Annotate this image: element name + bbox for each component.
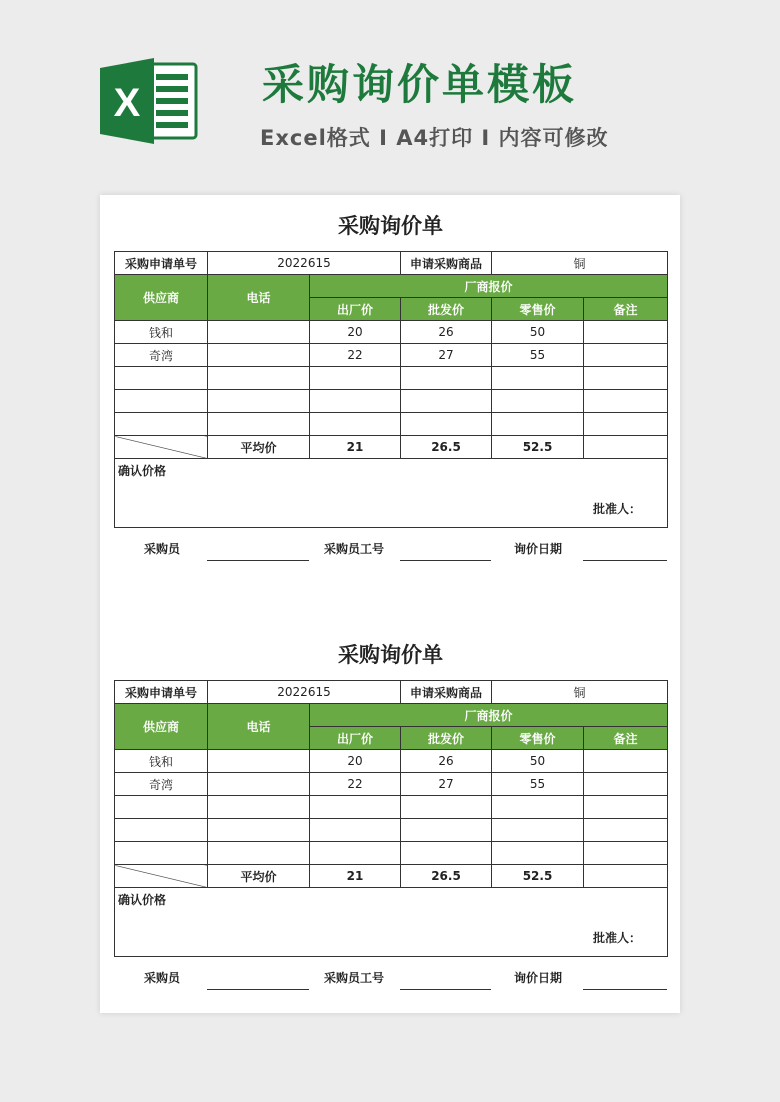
confirm-price-label: 确认价格	[118, 893, 167, 907]
phone-cell[interactable]	[208, 413, 310, 436]
wholesale-price-cell[interactable]	[401, 819, 492, 842]
note-cell[interactable]	[584, 321, 668, 344]
factory-price-cell[interactable]	[310, 796, 401, 819]
avg-note-cell	[584, 436, 668, 459]
average-label: 平均价	[208, 865, 310, 888]
col-phone-header: 电话	[208, 704, 310, 750]
inquiry-table	[114, 251, 668, 528]
wholesale-price-cell[interactable]: 26	[401, 321, 492, 344]
wholesale-price-cell[interactable]: 27	[401, 773, 492, 796]
svg-text:X: X	[113, 81, 141, 125]
factory-price-cell[interactable]	[310, 367, 401, 390]
confirm-row	[115, 888, 668, 957]
table-row	[115, 819, 668, 842]
factory-price-cell[interactable]: 20	[310, 321, 401, 344]
requisition-row	[115, 681, 668, 704]
buyer-signature-line[interactable]	[207, 989, 309, 990]
phone-cell[interactable]	[208, 367, 310, 390]
signature-row	[114, 957, 667, 991]
wholesale-price-cell[interactable]: 26	[401, 750, 492, 773]
table-row	[115, 344, 668, 367]
col-wholesale-header: 批发价	[401, 298, 492, 321]
product-value[interactable]: 铜	[492, 252, 668, 275]
supplier-cell[interactable]: 钱和	[115, 750, 208, 773]
requisition-label: 采购申请单号	[115, 681, 208, 704]
form-title: 采购询价单	[338, 643, 443, 667]
buyer-id-line[interactable]	[400, 560, 491, 561]
col-supplier-header: 供应商	[115, 275, 208, 321]
buyer-label: 采购员	[144, 971, 181, 985]
col-quote-group-header: 厂商报价	[310, 704, 668, 727]
note-cell[interactable]	[584, 819, 668, 842]
approver-label: 批准人：	[593, 502, 642, 516]
inquiry-date-line[interactable]	[583, 989, 667, 990]
factory-price-cell[interactable]: 20	[310, 750, 401, 773]
wholesale-price-cell[interactable]	[401, 796, 492, 819]
buyer-signature-line[interactable]	[207, 560, 309, 561]
inquiry-date-label: 询价日期	[514, 971, 563, 985]
confirm-price-cell[interactable]	[115, 459, 668, 528]
phone-cell[interactable]	[208, 750, 310, 773]
phone-cell[interactable]	[208, 773, 310, 796]
buyer-id-label: 采购员工号	[324, 971, 385, 985]
note-cell[interactable]	[584, 367, 668, 390]
header-row-group	[115, 704, 668, 727]
retail-price-cell[interactable]	[492, 842, 584, 865]
avg-wholesale-price: 26.5	[401, 865, 492, 888]
factory-price-cell[interactable]	[310, 842, 401, 865]
retail-price-cell[interactable]	[492, 819, 584, 842]
table-row	[115, 390, 668, 413]
factory-price-cell[interactable]: 22	[310, 344, 401, 367]
avg-retail-price: 52.5	[492, 436, 584, 459]
confirm-price-cell[interactable]	[115, 888, 668, 957]
table-row	[115, 321, 668, 344]
col-note-header: 备注	[584, 727, 668, 750]
average-row	[115, 865, 668, 888]
col-supplier-header: 供应商	[115, 704, 208, 750]
inquiry-date-line[interactable]	[583, 560, 667, 561]
inquiry-table	[114, 680, 668, 957]
table-row	[115, 750, 668, 773]
form-title: 采购询价单	[338, 214, 443, 238]
phone-cell[interactable]	[208, 321, 310, 344]
retail-price-cell[interactable]	[492, 367, 584, 390]
factory-price-cell[interactable]	[310, 413, 401, 436]
average-row	[115, 436, 668, 459]
diagonal-cell	[115, 865, 208, 888]
approver-label: 批准人：	[593, 931, 642, 945]
wholesale-price-cell[interactable]	[401, 842, 492, 865]
supplier-cell[interactable]: 奇湾	[115, 344, 208, 367]
note-cell[interactable]	[584, 773, 668, 796]
inquiry-form-1	[114, 211, 667, 562]
document-sheet	[100, 195, 680, 1013]
signature-row	[114, 528, 667, 562]
table-row	[115, 773, 668, 796]
buyer-id-line[interactable]	[400, 989, 491, 990]
supplier-cell[interactable]	[115, 842, 208, 865]
product-label: 申请采购商品	[401, 681, 492, 704]
avg-wholesale-price: 26.5	[401, 436, 492, 459]
avg-note-cell	[584, 865, 668, 888]
phone-cell[interactable]	[208, 390, 310, 413]
product-label: 申请采购商品	[401, 252, 492, 275]
inquiry-date-label: 询价日期	[514, 542, 563, 556]
retail-price-cell[interactable]: 55	[492, 344, 584, 367]
retail-price-cell[interactable]	[492, 390, 584, 413]
retail-price-cell[interactable]	[492, 796, 584, 819]
supplier-cell[interactable]	[115, 796, 208, 819]
note-cell[interactable]	[584, 796, 668, 819]
col-retail-header: 零售价	[492, 727, 584, 750]
factory-price-cell[interactable]: 22	[310, 773, 401, 796]
wholesale-price-cell[interactable]: 27	[401, 344, 492, 367]
avg-retail-price: 52.5	[492, 865, 584, 888]
avg-factory-price: 21	[310, 865, 401, 888]
template-subtitle: Excel格式 I A4打印 I 内容可修改	[260, 126, 609, 150]
table-row	[115, 413, 668, 436]
note-cell[interactable]	[584, 842, 668, 865]
template-title: 采购询价单模板	[262, 60, 578, 109]
factory-price-cell[interactable]	[310, 390, 401, 413]
supplier-cell[interactable]: 钱和	[115, 321, 208, 344]
phone-cell[interactable]	[208, 796, 310, 819]
template-banner	[0, 0, 780, 190]
excel-icon	[100, 58, 200, 144]
note-cell[interactable]	[584, 390, 668, 413]
supplier-cell[interactable]	[115, 819, 208, 842]
retail-price-cell[interactable]: 55	[492, 773, 584, 796]
wholesale-price-cell[interactable]	[401, 413, 492, 436]
supplier-cell[interactable]	[115, 390, 208, 413]
requisition-row	[115, 252, 668, 275]
phone-cell[interactable]	[208, 344, 310, 367]
col-wholesale-header: 批发价	[401, 727, 492, 750]
table-row	[115, 796, 668, 819]
requisition-number[interactable]: 2022615	[208, 252, 401, 275]
retail-price-cell[interactable]: 50	[492, 750, 584, 773]
wholesale-price-cell[interactable]	[401, 367, 492, 390]
note-cell[interactable]	[584, 413, 668, 436]
inquiry-form-2	[114, 640, 667, 991]
factory-price-cell[interactable]	[310, 819, 401, 842]
diagonal-cell	[115, 436, 208, 459]
col-phone-header: 电话	[208, 275, 310, 321]
header-row-group	[115, 275, 668, 298]
requisition-number[interactable]: 2022615	[208, 681, 401, 704]
phone-cell[interactable]	[208, 819, 310, 842]
avg-factory-price: 21	[310, 436, 401, 459]
col-factory-header: 出厂价	[310, 298, 401, 321]
product-value[interactable]: 铜	[492, 681, 668, 704]
buyer-label: 采购员	[144, 542, 181, 556]
col-quote-group-header: 厂商报价	[310, 275, 668, 298]
retail-price-cell[interactable]	[492, 413, 584, 436]
phone-cell[interactable]	[208, 842, 310, 865]
col-retail-header: 零售价	[492, 298, 584, 321]
confirm-row	[115, 459, 668, 528]
wholesale-price-cell[interactable]	[401, 390, 492, 413]
retail-price-cell[interactable]: 50	[492, 321, 584, 344]
note-cell[interactable]	[584, 750, 668, 773]
supplier-cell[interactable]: 奇湾	[115, 773, 208, 796]
average-label: 平均价	[208, 436, 310, 459]
buyer-id-label: 采购员工号	[324, 542, 385, 556]
requisition-label: 采购申请单号	[115, 252, 208, 275]
supplier-cell[interactable]	[115, 367, 208, 390]
table-row	[115, 367, 668, 390]
col-factory-header: 出厂价	[310, 727, 401, 750]
table-row	[115, 842, 668, 865]
confirm-price-label: 确认价格	[118, 464, 167, 478]
col-note-header: 备注	[584, 298, 668, 321]
note-cell[interactable]	[584, 344, 668, 367]
supplier-cell[interactable]	[115, 413, 208, 436]
